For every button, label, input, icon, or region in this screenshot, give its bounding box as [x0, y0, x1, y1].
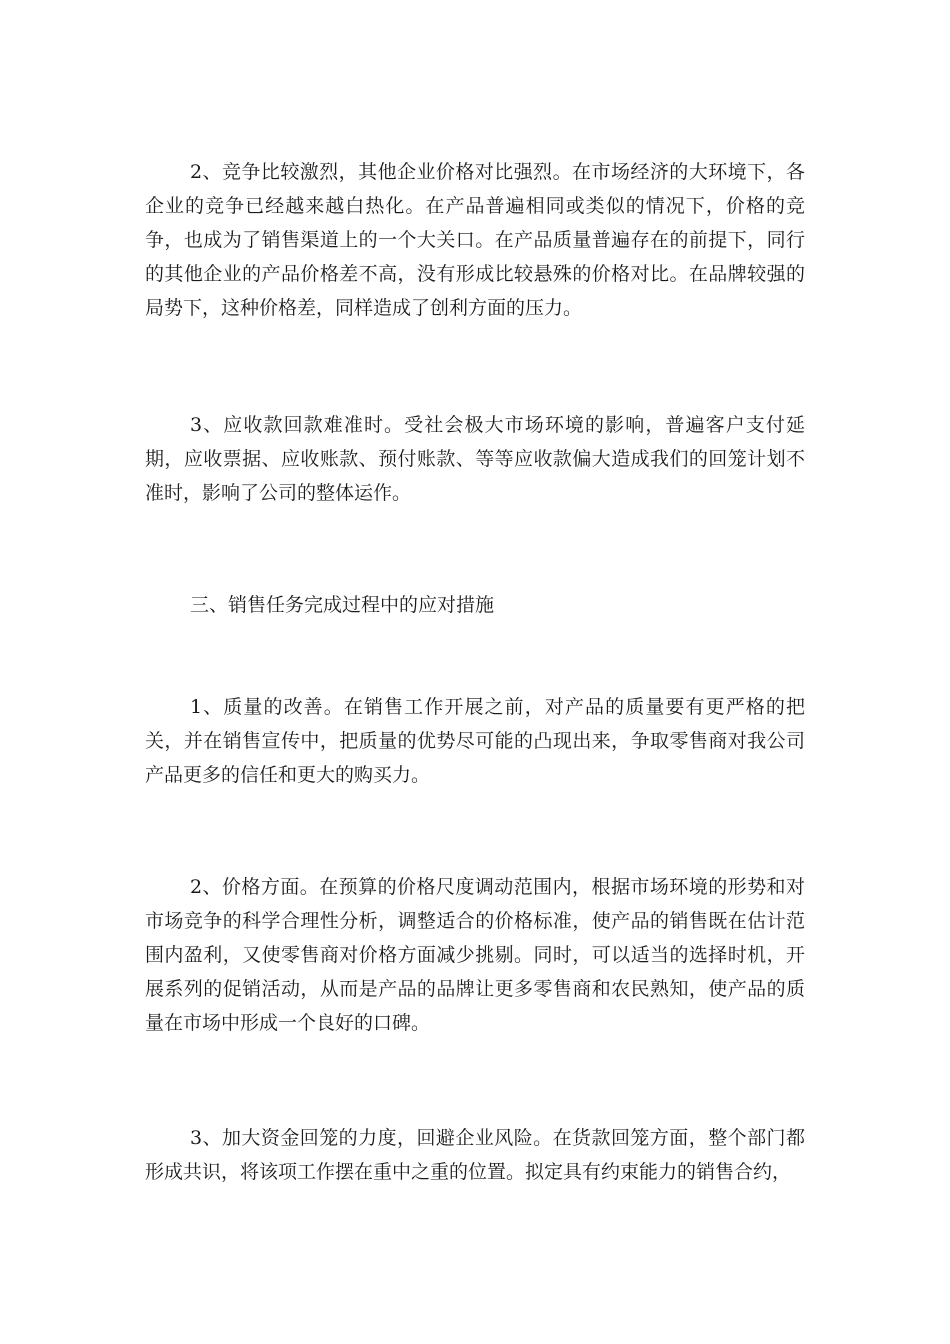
- paragraph-receivables: 3、应收款回款难准时。受社会极大市场环境的影响，普遍客户支付延期，应收票据、应收账款、预付账款、等等应收款偏大造成我们的回笼计划不准时，影响了公司的整体运作。: [145, 414, 805, 504]
- paragraph-quality: 1、质量的改善。在销售工作开展之前，对产品的质量要有更严格的把关，并在销售宣传中，把质量的优势尽可能的凸现出来，争取零售商对我公司产品更多的信任和更大的购买力。: [145, 696, 805, 786]
- paragraph-price: 2、价格方面。在预算的价格尺度调动范围内，根据市场环境的形势和对市场竞争的科学合理性分析，调整适合的价格标准，使产品的销售既在估计范围内盈利，又使零售商对价格方面减少挑剔。同时，可以适当的选择时机，开展系列的促销活动，从而是产品的品牌让更多零售商和农民熟知，使产品的质量在市场中形成一个良好的口碑。: [145, 876, 805, 1034]
- paragraph-competition: 2、竞争比较激烈，其他企业价格对比强烈。在市场经济的大环境下，各企业的竞争已经越来越白热化。在产品普遍相同或类似的情况下，价格的竞争，也成为了销售渠道上的一个大关口。在产品质量普遍存在的前提下，同行的其他企业的产品价格差不高，没有形成比较悬殊的价格对比。在品牌较强的局势下，这种价格差，同样造成了创利方面的压力。: [145, 161, 805, 319]
- section-heading: 三、销售任务完成过程中的应对措施: [190, 594, 495, 616]
- paragraph-funds: 3、加大资金回笼的力度，回避企业风险。在货款回笼方面，整个部门都形成共识，将该项工作摆在重中之重的位置。拟定具有约束能力的销售合约，: [145, 1127, 805, 1183]
